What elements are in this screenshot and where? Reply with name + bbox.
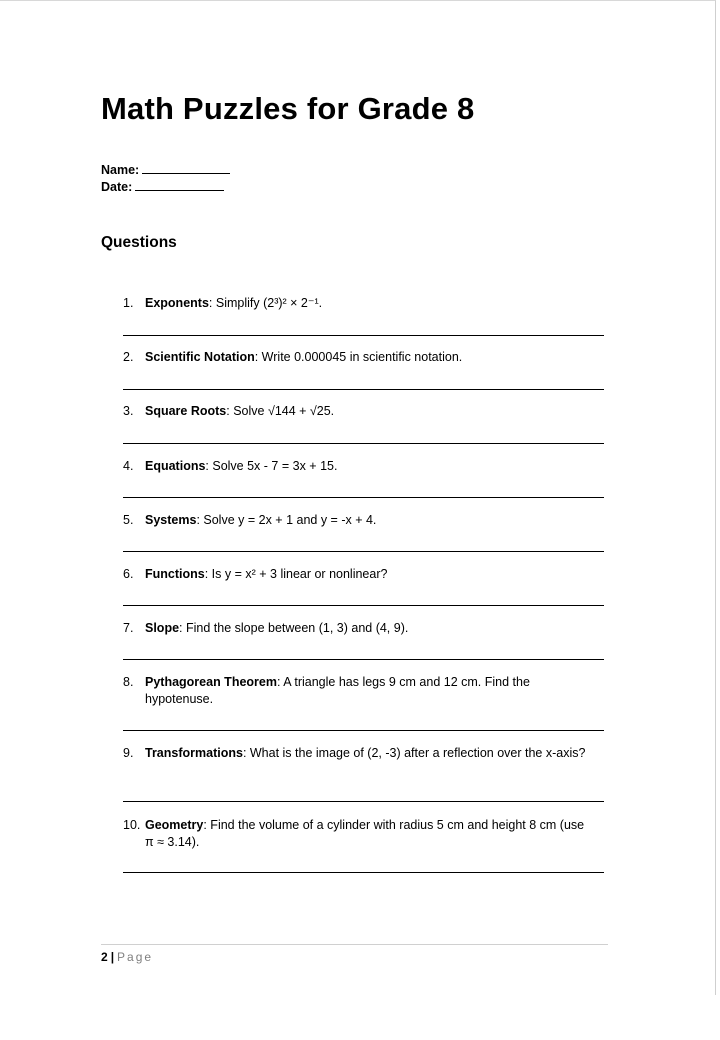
question-item <box>123 403 593 420</box>
question-body <box>145 295 593 312</box>
question-item <box>123 745 593 762</box>
date-blank-line <box>135 180 224 191</box>
answer-line <box>123 389 604 390</box>
page-label: Page <box>117 950 154 964</box>
question-text: : What is the image of (2, -3) after a reflection over the x-axis? <box>242 746 586 760</box>
question-number: 5. <box>123 513 134 527</box>
question-text: : Find the volume of a cylinder with radius 5 cm and height 8 cm (use π ≈ 3.14). <box>145 818 585 849</box>
question-body <box>145 566 593 583</box>
answer-line <box>123 551 604 552</box>
question-text: : Solve √144 + √25. <box>226 404 335 418</box>
question-item <box>123 620 593 637</box>
question-topic: Scientific Notation <box>145 350 255 364</box>
page-number: 2 <box>101 950 108 964</box>
question-item <box>123 458 593 475</box>
question-body <box>145 745 593 762</box>
question-topic: Geometry <box>145 818 204 832</box>
question-item <box>123 295 593 312</box>
question-body <box>145 620 593 637</box>
name-field <box>101 162 230 178</box>
question-number: 4. <box>123 459 134 473</box>
answer-line <box>123 872 604 873</box>
answer-line <box>123 730 604 731</box>
answer-line <box>123 605 604 606</box>
question-topic: Transformations <box>145 746 243 760</box>
question-text: : Simplify (2³)² × 2⁻¹. <box>208 296 323 310</box>
question-item <box>123 566 593 583</box>
question-number: 10. <box>123 818 141 832</box>
page-title: Math Puzzles for Grade 8 <box>101 91 475 126</box>
question-topic: Square Roots <box>145 404 227 418</box>
question-body <box>145 512 593 529</box>
question-number: 2. <box>123 350 134 364</box>
date-field <box>101 179 224 195</box>
answer-line <box>123 659 604 660</box>
answer-line <box>123 497 604 498</box>
question-number: 3. <box>123 404 134 418</box>
question-item <box>123 674 593 708</box>
question-text: : Write 0.000045 in scientific notation. <box>254 350 463 364</box>
question-topic: Functions <box>145 567 205 581</box>
question-topic: Systems <box>145 513 197 527</box>
date-label: Date: <box>101 180 133 194</box>
page-footer <box>101 949 153 965</box>
question-number: 6. <box>123 567 134 581</box>
footer-divider <box>101 944 608 945</box>
question-number: 1. <box>123 296 134 310</box>
answer-line <box>123 443 604 444</box>
question-topic: Pythagorean Theorem <box>145 675 277 689</box>
question-number: 9. <box>123 746 134 760</box>
question-text: : Solve 5x - 7 = 3x + 15. <box>205 459 338 473</box>
question-text: : Solve y = 2x + 1 and y = -x + 4. <box>196 513 377 527</box>
question-body <box>145 403 593 420</box>
question-item <box>123 817 593 851</box>
section-heading: Questions <box>101 234 177 251</box>
page-separator: | <box>110 950 115 964</box>
question-text: : Find the slope between (1, 3) and (4, 9). <box>179 621 409 635</box>
question-item <box>123 512 593 529</box>
question-body <box>145 674 593 708</box>
question-body <box>145 458 593 475</box>
question-body <box>145 817 593 851</box>
question-number: 7. <box>123 621 134 635</box>
question-topic: Slope <box>145 621 180 635</box>
answer-line <box>123 335 604 336</box>
name-blank-line <box>142 163 230 174</box>
answer-line <box>123 801 604 802</box>
question-item <box>123 349 593 366</box>
question-topic: Exponents <box>145 296 209 310</box>
question-text: : Is y = x² + 3 linear or nonlinear? <box>204 567 388 581</box>
question-body <box>145 349 593 366</box>
name-label: Name: <box>101 163 140 177</box>
question-topic: Equations <box>145 459 206 473</box>
question-text: : A triangle has legs 9 cm and 12 cm. Find the hypotenuse. <box>145 675 530 706</box>
question-number: 8. <box>123 675 134 689</box>
